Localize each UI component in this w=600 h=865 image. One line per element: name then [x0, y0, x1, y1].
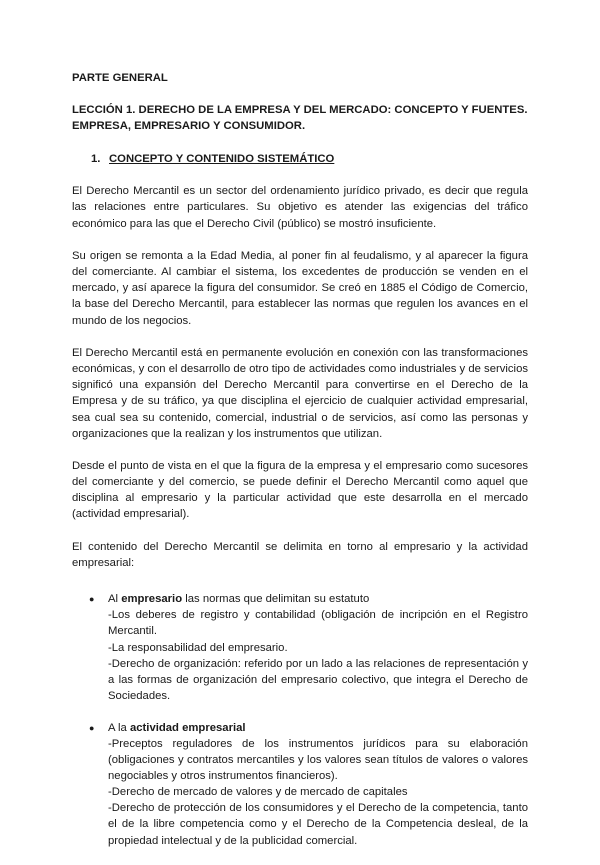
lesson-heading: LECCIÓN 1. DERECHO DE LA EMPRESA Y DEL MERCADO: CONCEPTO Y FUENTES. EMPRESA, EMPRESARIO Y CONSUMIDOR.: [72, 104, 528, 133]
item-bold-term: actividad empresarial: [129, 721, 246, 734]
paragraph: El Derecho Mercantil es un sector del ordenamiento jurídico privado, es decir que regula las relaciones entre particulares. Su objetivo es atender las exigencias del tráfico económico para las que el Derecho Civil (público) se mostró insuficiente.: [72, 185, 528, 230]
item-prefix: A la: [108, 721, 130, 734]
paragraph: Su origen se remonta a la Edad Media, al poner fin al feudalismo, y al aparecer la figura del comerciante. Al cambiar el sistema, los excedentes de producción se venden en el mercado, y así aparece la figura del consumidor. Se creó en 1885 el Código de Comercio, la base del Derecho Mercantil, para establecer las normas que regulen los avances en el mundo de los negocios.: [72, 250, 528, 327]
section-heading: [91, 151, 528, 167]
content-list: [72, 591, 528, 848]
bullet-icon: ●: [89, 722, 95, 733]
sub-item: -Los deberes de registro y contabilidad (obligación de incripción en el Registro Mercantil.: [108, 609, 528, 638]
bullet-icon: ●: [89, 594, 95, 605]
paragraph: El contenido del Derecho Mercantil se delimita en torno al empresario y la actividad empresarial:: [72, 541, 528, 570]
sub-item: -Derecho de organización: referido por un lado a las relaciones de representación y a las formas de organización del empresario colectivo, que integra el Derecho de Sociedades.: [108, 657, 528, 702]
sub-item: -Preceptos reguladores de los instrumentos jurídicos para su elaboración (obligaciones y contratos mercantiles y los valores sean títulos de valores o valores negociables y otros instrumentos financieros).: [108, 738, 528, 783]
list-item-actividad: [72, 720, 528, 849]
item-bold-term: empresario: [121, 593, 183, 606]
item-prefix: Al: [108, 593, 122, 606]
sub-item: -Derecho de protección de los consumidores y el Derecho de la competencia, tanto el de la libre competencia como y el Derecho de la Competencia desleal, de la propiedad intelectual y de la publicidad comercial.: [108, 802, 528, 847]
paragraph: Desde el punto de vista en el que la figura de la empresa y el empresario como sucesores del comerciante y del comercio, se puede definir el Derecho Mercantil como aquel que disciplina al empresario y la particular actividad que este desarrolla en el mercado (actividad empresarial).: [72, 460, 528, 521]
sub-item: -La responsabilidad del empresario.: [108, 641, 288, 654]
section-title: CONCEPTO Y CONTENIDO SISTEMÁTICO: [109, 153, 335, 166]
sub-item: -Derecho de mercado de valores y de mercado de capitales: [108, 786, 408, 799]
section-number: 1.: [91, 153, 101, 166]
part-heading: PARTE GENERAL: [72, 72, 168, 84]
paragraph: El Derecho Mercantil está en permanente evolución en conexión con las transformaciones económicas, y con el desarrollo de otro tipo de actividades como industriales y de servicios significó una expansión del Derecho Mercantil para convertirse en el Derecho de la Empresa y de su tráfico, ya que disciplina el ejercicio de cualquier actividad empresarial, sea cual sea su contenido, comercial, industrial o de servicios, así como las personas y organizaciones que la realizan y los instrumentos que utilizan.: [72, 347, 528, 440]
document-page: [72, 70, 528, 865]
list-item-empresario: [72, 591, 528, 704]
item-suffix: las normas que delimitan su estatuto: [182, 593, 370, 606]
